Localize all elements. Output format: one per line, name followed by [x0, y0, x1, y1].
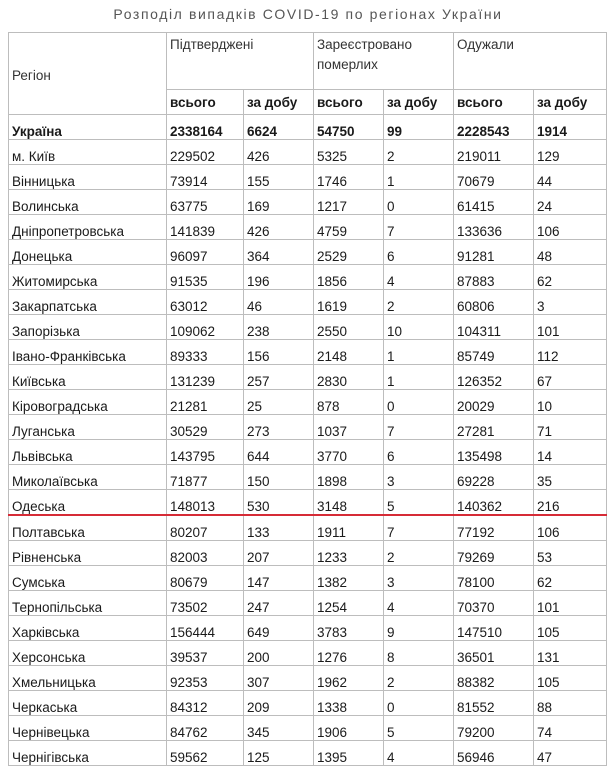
table-row: [9, 290, 607, 315]
deaths-daily: 1: [384, 365, 454, 390]
confirmed-daily: 530: [244, 490, 314, 516]
region-name: Чернівецька: [9, 716, 167, 741]
recovered-daily: 105: [534, 616, 607, 641]
deaths-daily: 0: [384, 691, 454, 716]
confirmed-daily-header: за добу: [244, 90, 314, 115]
deaths-total: 2830: [314, 365, 384, 390]
recovered-total: 104311: [454, 315, 534, 340]
region-name: Вінницька: [9, 165, 167, 190]
region-name: Чернігівська: [9, 741, 167, 766]
deaths-daily: 3: [384, 566, 454, 591]
confirmed-total: 80679: [167, 566, 244, 591]
recovered-total: 56946: [454, 741, 534, 766]
confirmed-daily: 364: [244, 240, 314, 265]
region-name: Донецька: [9, 240, 167, 265]
confirmed-daily: 238: [244, 315, 314, 340]
deaths-total: 1619: [314, 290, 384, 315]
deaths-daily: 1: [384, 165, 454, 190]
table-row: [9, 315, 607, 340]
region-name: Луганська: [9, 415, 167, 440]
deaths-total: 1906: [314, 716, 384, 741]
recovered-daily: 105: [534, 666, 607, 691]
deaths-total-header: всього: [314, 90, 384, 115]
confirmed-daily: 426: [244, 140, 314, 165]
recovered-total: 81552: [454, 691, 534, 716]
deaths-total: 2550: [314, 315, 384, 340]
confirmed-total: 143795: [167, 440, 244, 465]
confirmed-total: 84762: [167, 716, 244, 741]
confirmed-daily: 307: [244, 666, 314, 691]
confirmed-total: 21281: [167, 390, 244, 415]
table-row: [9, 515, 607, 541]
table-row: [9, 215, 607, 240]
deaths-daily: 8: [384, 641, 454, 666]
deaths-total: 878: [314, 390, 384, 415]
recovered-total: 126352: [454, 365, 534, 390]
confirmed-daily: 46: [244, 290, 314, 315]
confirmed-total: 82003: [167, 541, 244, 566]
confirmed-daily: 426: [244, 215, 314, 240]
region-name: Херсонська: [9, 641, 167, 666]
deaths-total: 1037: [314, 415, 384, 440]
covid-regions-table: [8, 32, 607, 766]
confirmed-daily: 196: [244, 265, 314, 290]
table-row: [9, 591, 607, 616]
recovered-daily: 3: [534, 290, 607, 315]
recovered-daily: 47: [534, 741, 607, 766]
confirmed-daily: 209: [244, 691, 314, 716]
recovered-total: 77192: [454, 515, 534, 541]
region-name: Черкаська: [9, 691, 167, 716]
recovered-total: 85749: [454, 340, 534, 365]
recovered-daily: 48: [534, 240, 607, 265]
deaths-daily: 6: [384, 440, 454, 465]
deaths-total: 2148: [314, 340, 384, 365]
confirmed-total: 63012: [167, 290, 244, 315]
recovered-daily: 216: [534, 490, 607, 516]
total-recovered: 2228543: [454, 115, 534, 140]
deaths-total: 3148: [314, 490, 384, 516]
region-name: Миколаївська: [9, 465, 167, 490]
confirmed-daily: 649: [244, 616, 314, 641]
recovered-daily: 112: [534, 340, 607, 365]
total-deaths: 54750: [314, 115, 384, 140]
recovered-daily: 62: [534, 265, 607, 290]
recovered-daily: 35: [534, 465, 607, 490]
confirmed-daily: 257: [244, 365, 314, 390]
deaths-total: 1898: [314, 465, 384, 490]
table-row: [9, 465, 607, 490]
recovered-daily: 62: [534, 566, 607, 591]
deaths-total: 3783: [314, 616, 384, 641]
recovered-total: 20029: [454, 390, 534, 415]
confirmed-daily: 200: [244, 641, 314, 666]
confirmed-daily: 125: [244, 741, 314, 766]
deaths-daily: 6: [384, 240, 454, 265]
table-row: [9, 240, 607, 265]
confirmed-total: 156444: [167, 616, 244, 641]
region-name: Київська: [9, 365, 167, 390]
table-row: [9, 490, 607, 516]
recovered-total: 87883: [454, 265, 534, 290]
recovered-daily: 131: [534, 641, 607, 666]
recovered-daily: 74: [534, 716, 607, 741]
confirmed-daily: 273: [244, 415, 314, 440]
recovered-daily: 101: [534, 591, 607, 616]
recovered-daily: 88: [534, 691, 607, 716]
table-row: [9, 691, 607, 716]
recovered-daily: 101: [534, 315, 607, 340]
region-name: Рівненська: [9, 541, 167, 566]
deaths-daily: 4: [384, 265, 454, 290]
table-row: [9, 541, 607, 566]
confirmed-daily: 156: [244, 340, 314, 365]
deaths-daily: 7: [384, 515, 454, 541]
confirmed-total-header: всього: [167, 90, 244, 115]
region-name: Тернопільська: [9, 591, 167, 616]
deaths-total: 3770: [314, 440, 384, 465]
region-name: Івано-Франківська: [9, 340, 167, 365]
recovered-total: 36501: [454, 641, 534, 666]
region-name: Хмельницька: [9, 666, 167, 691]
region-header: Регіон: [9, 33, 167, 115]
confirmed-total: 141839: [167, 215, 244, 240]
confirmed-total: 59562: [167, 741, 244, 766]
recovered-header: Одужали: [454, 33, 607, 90]
deaths-daily: 7: [384, 415, 454, 440]
deaths-header: Зареєстровано померлих: [314, 33, 454, 90]
total-confirmed-daily: 6624: [244, 115, 314, 140]
confirmed-total: 92353: [167, 666, 244, 691]
recovered-total: 69228: [454, 465, 534, 490]
recovered-total: 60806: [454, 290, 534, 315]
confirmed-total: 63775: [167, 190, 244, 215]
region-name: Сумська: [9, 566, 167, 591]
deaths-daily: 2: [384, 290, 454, 315]
table-row: [9, 140, 607, 165]
recovered-daily: 106: [534, 215, 607, 240]
deaths-daily: 7: [384, 215, 454, 240]
deaths-total: 1233: [314, 541, 384, 566]
region-name: м. Київ: [9, 140, 167, 165]
confirmed-total: 71877: [167, 465, 244, 490]
recovered-total: 27281: [454, 415, 534, 440]
recovered-total: 219011: [454, 140, 534, 165]
deaths-total: 4759: [314, 215, 384, 240]
table-row: [9, 616, 607, 641]
recovered-daily: 71: [534, 415, 607, 440]
recovered-daily: 24: [534, 190, 607, 215]
table-row: [9, 415, 607, 440]
confirmed-daily: 644: [244, 440, 314, 465]
recovered-total: 70370: [454, 591, 534, 616]
table-row: [9, 566, 607, 591]
confirmed-total: 39537: [167, 641, 244, 666]
confirmed-daily: 150: [244, 465, 314, 490]
table-row: [9, 440, 607, 465]
confirmed-header: Підтверджені: [167, 33, 314, 90]
confirmed-daily: 207: [244, 541, 314, 566]
recovered-total: 79269: [454, 541, 534, 566]
table-row: [9, 741, 607, 766]
confirmed-total: 30529: [167, 415, 244, 440]
confirmed-total: 148013: [167, 490, 244, 516]
deaths-total: 5325: [314, 140, 384, 165]
confirmed-daily: 169: [244, 190, 314, 215]
confirmed-total: 91535: [167, 265, 244, 290]
recovered-total: 91281: [454, 240, 534, 265]
confirmed-total: 109062: [167, 315, 244, 340]
confirmed-total: 96097: [167, 240, 244, 265]
confirmed-total: 84312: [167, 691, 244, 716]
total-deaths-daily: 99: [384, 115, 454, 140]
table-row: [9, 190, 607, 215]
confirmed-total: 80207: [167, 515, 244, 541]
deaths-total: 2529: [314, 240, 384, 265]
recovered-daily: 53: [534, 541, 607, 566]
page-title: Розподіл випадків COVID-19 по регіонах України: [113, 6, 503, 22]
deaths-daily: 2: [384, 541, 454, 566]
total-name: Україна: [9, 115, 167, 140]
deaths-daily: 2: [384, 140, 454, 165]
total-row: [9, 115, 607, 140]
confirmed-total: 89333: [167, 340, 244, 365]
confirmed-daily: 247: [244, 591, 314, 616]
deaths-daily: 0: [384, 390, 454, 415]
recovered-total: 140362: [454, 490, 534, 516]
deaths-total: 1217: [314, 190, 384, 215]
deaths-daily: 3: [384, 465, 454, 490]
recovered-daily: 10: [534, 390, 607, 415]
recovered-daily: 67: [534, 365, 607, 390]
deaths-total: 1276: [314, 641, 384, 666]
confirmed-daily: 25: [244, 390, 314, 415]
deaths-total: 1338: [314, 691, 384, 716]
deaths-total: 1254: [314, 591, 384, 616]
recovered-total: 133636: [454, 215, 534, 240]
recovered-total: 70679: [454, 165, 534, 190]
table-row: [9, 666, 607, 691]
confirmed-daily: 345: [244, 716, 314, 741]
table-row: [9, 165, 607, 190]
region-name: Львівська: [9, 440, 167, 465]
deaths-daily: 4: [384, 741, 454, 766]
deaths-daily: 2: [384, 666, 454, 691]
recovered-total: 135498: [454, 440, 534, 465]
region-name: Волинська: [9, 190, 167, 215]
recovered-total: 61415: [454, 190, 534, 215]
table-row: [9, 641, 607, 666]
table-row: [9, 340, 607, 365]
region-name: Харківська: [9, 616, 167, 641]
deaths-total: 1746: [314, 165, 384, 190]
recovered-daily: 106: [534, 515, 607, 541]
table-row: [9, 716, 607, 741]
deaths-daily: 10: [384, 315, 454, 340]
region-name: Житомирська: [9, 265, 167, 290]
confirmed-total: 73502: [167, 591, 244, 616]
table-row: [9, 365, 607, 390]
recovered-total: 79200: [454, 716, 534, 741]
confirmed-total: 73914: [167, 165, 244, 190]
recovered-total-header: всього: [454, 90, 534, 115]
deaths-daily: 4: [384, 591, 454, 616]
recovered-daily: 44: [534, 165, 607, 190]
deaths-daily: 1: [384, 340, 454, 365]
region-name: Кіровоградська: [9, 390, 167, 415]
deaths-total: 1395: [314, 741, 384, 766]
deaths-daily: 9: [384, 616, 454, 641]
table-row: [9, 265, 607, 290]
recovered-daily-header: за добу: [534, 90, 607, 115]
deaths-daily: 0: [384, 190, 454, 215]
deaths-total: 1911: [314, 515, 384, 541]
deaths-daily-header: за добу: [384, 90, 454, 115]
recovered-daily: 129: [534, 140, 607, 165]
confirmed-total: 229502: [167, 140, 244, 165]
region-name: Закарпатська: [9, 290, 167, 315]
recovered-total: 147510: [454, 616, 534, 641]
confirmed-total: 131239: [167, 365, 244, 390]
total-recovered-daily: 1914: [534, 115, 607, 140]
table-row: [9, 390, 607, 415]
header-row-groups: [9, 33, 607, 90]
deaths-daily: 5: [384, 716, 454, 741]
recovered-total: 88382: [454, 666, 534, 691]
confirmed-daily: 155: [244, 165, 314, 190]
total-confirmed: 2338164: [167, 115, 244, 140]
region-name: Дніпропетровська: [9, 215, 167, 240]
deaths-total: 1962: [314, 666, 384, 691]
confirmed-daily: 147: [244, 566, 314, 591]
region-name: Полтавська: [9, 515, 167, 541]
recovered-daily: 14: [534, 440, 607, 465]
confirmed-daily: 133: [244, 515, 314, 541]
region-name: Одеська: [9, 490, 167, 516]
recovered-total: 78100: [454, 566, 534, 591]
region-name: Запорізька: [9, 315, 167, 340]
deaths-total: 1856: [314, 265, 384, 290]
deaths-total: 1382: [314, 566, 384, 591]
deaths-daily: 5: [384, 490, 454, 516]
